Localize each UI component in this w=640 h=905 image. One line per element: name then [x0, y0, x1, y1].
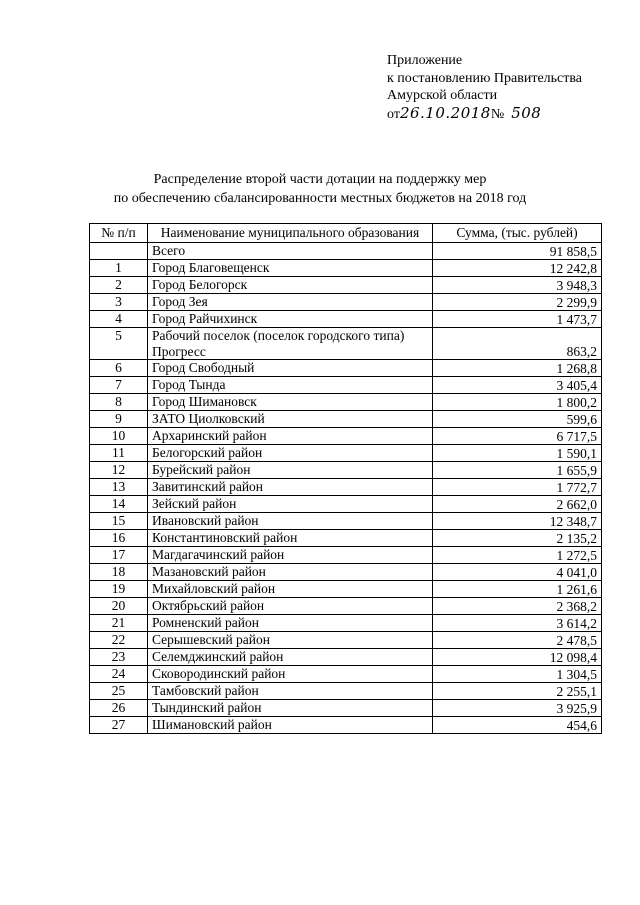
title-line-1: Распределение второй части дотации на поддержку мер: [153, 172, 487, 187]
row-name: Михайловский район: [148, 581, 433, 598]
table-row: [90, 394, 602, 411]
table-row: [90, 547, 602, 564]
row-sum: 1 800,2: [433, 394, 602, 411]
row-name: Рабочий поселок (поселок городского типа) Прогресс: [148, 328, 433, 360]
row-name: Мазановский район: [148, 564, 433, 581]
table-row: [90, 360, 602, 377]
table-row: [90, 717, 602, 734]
table-row: [90, 496, 602, 513]
header-name: Наименование муниципального образования: [148, 224, 433, 243]
row-num: 11: [90, 445, 148, 462]
row-num: 7: [90, 377, 148, 394]
row-name: Тындинский район: [148, 700, 433, 717]
row-sum: 12 348,7: [433, 513, 602, 530]
row-name: Селемджинский район: [148, 649, 433, 666]
row-num: 5: [90, 328, 148, 360]
table-row: [90, 445, 602, 462]
row-name: Тамбовский район: [148, 683, 433, 700]
row-num: 17: [90, 547, 148, 564]
row-name: ЗАТО Циолковский: [148, 411, 433, 428]
row-num: 4: [90, 311, 148, 328]
total-label: Всего: [148, 243, 433, 260]
table-row: [90, 277, 602, 294]
handwritten-date: 26.10.2018: [399, 103, 491, 122]
date-prefix: от: [387, 106, 400, 122]
total-num: [90, 243, 148, 260]
row-sum: 1 272,5: [433, 547, 602, 564]
row-num: 1: [90, 260, 148, 277]
row-sum: 1 590,1: [433, 445, 602, 462]
row-sum: 1 304,5: [433, 666, 602, 683]
table-row: [90, 260, 602, 277]
table-row: [90, 581, 602, 598]
row-name: Город Белогорск: [148, 277, 433, 294]
row-name: Зейский район: [148, 496, 433, 513]
row-sum: 599,6: [433, 411, 602, 428]
row-sum: 1 655,9: [433, 462, 602, 479]
row-name: Бурейский район: [148, 462, 433, 479]
table-row: [90, 377, 602, 394]
number-prefix: №: [490, 106, 505, 122]
row-sum: 1 261,6: [433, 581, 602, 598]
table-row: [90, 462, 602, 479]
table-row: [90, 564, 602, 581]
row-num: 2: [90, 277, 148, 294]
table-row: [90, 666, 602, 683]
row-num: 22: [90, 632, 148, 649]
appendix-label: Приложение: [387, 53, 463, 68]
row-sum: 863,2: [433, 328, 602, 360]
row-sum: 2 662,0: [433, 496, 602, 513]
table-row: [90, 428, 602, 445]
document-title: [0, 170, 640, 208]
row-name: Серышевский район: [148, 632, 433, 649]
row-num: 13: [90, 479, 148, 496]
row-name: Сковородинский район: [148, 666, 433, 683]
row-name: Шимановский район: [148, 717, 433, 734]
row-name: Архаринский район: [148, 428, 433, 445]
row-name: Константиновский район: [148, 530, 433, 547]
table-row: [90, 615, 602, 632]
row-sum: 6 717,5: [433, 428, 602, 445]
row-name: Октябрьский район: [148, 598, 433, 615]
row-num: 15: [90, 513, 148, 530]
total-sum: 91 858,5: [433, 243, 602, 260]
row-sum: 1 772,7: [433, 479, 602, 496]
table-row: [90, 411, 602, 428]
row-sum: 2 135,2: [433, 530, 602, 547]
row-name: Белогорский район: [148, 445, 433, 462]
row-name: Ивановский район: [148, 513, 433, 530]
row-sum: 2 368,2: [433, 598, 602, 615]
row-num: 16: [90, 530, 148, 547]
row-sum: 3 925,9: [433, 700, 602, 717]
row-sum: 1 268,8: [433, 360, 602, 377]
decree-date-line: [387, 105, 582, 124]
row-num: 19: [90, 581, 148, 598]
row-num: 23: [90, 649, 148, 666]
table-row: [90, 632, 602, 649]
row-num: 27: [90, 717, 148, 734]
row-num: 21: [90, 615, 148, 632]
row-sum: 1 473,7: [433, 311, 602, 328]
row-num: 26: [90, 700, 148, 717]
row-sum: 2 255,1: [433, 683, 602, 700]
table-row: [90, 598, 602, 615]
row-sum: 3 948,3: [433, 277, 602, 294]
row-sum: 3 405,4: [433, 377, 602, 394]
row-sum: 4 041,0: [433, 564, 602, 581]
row-sum: 2 478,5: [433, 632, 602, 649]
row-sum: 454,6: [433, 717, 602, 734]
row-num: 20: [90, 598, 148, 615]
row-num: 14: [90, 496, 148, 513]
row-name: Завитинский район: [148, 479, 433, 496]
table-row: [90, 530, 602, 547]
table-row: [90, 479, 602, 496]
header-sum: Сумма, (тыс. рублей): [433, 224, 602, 243]
row-num: 6: [90, 360, 148, 377]
row-sum: 3 614,2: [433, 615, 602, 632]
handwritten-number: 508: [511, 103, 542, 122]
table-row: [90, 328, 602, 360]
row-num: 10: [90, 428, 148, 445]
region-name: Амурской области: [387, 88, 498, 103]
appendix-header: [387, 52, 582, 123]
row-sum: 2 299,9: [433, 294, 602, 311]
row-name: Город Шимановск: [148, 394, 433, 411]
row-sum: 12 242,8: [433, 260, 602, 277]
table-row: [90, 683, 602, 700]
table-row: [90, 700, 602, 717]
row-num: 8: [90, 394, 148, 411]
row-num: 12: [90, 462, 148, 479]
row-name: Город Зея: [148, 294, 433, 311]
row-name: Город Тында: [148, 377, 433, 394]
row-num: 24: [90, 666, 148, 683]
table-row: [90, 294, 602, 311]
row-num: 18: [90, 564, 148, 581]
row-sum: 12 098,4: [433, 649, 602, 666]
row-name: Город Благовещенск: [148, 260, 433, 277]
row-num: 25: [90, 683, 148, 700]
table-row: [90, 649, 602, 666]
row-name: Город Райчихинск: [148, 311, 433, 328]
header-num: № п/п: [90, 224, 148, 243]
table-row: [90, 311, 602, 328]
title-line-2: по обеспечению сбалансированности местных бюджетов на 2018 год: [113, 191, 527, 206]
table-row: [90, 513, 602, 530]
row-num: 9: [90, 411, 148, 428]
subsidy-table: [89, 223, 602, 734]
row-name: Город Свободный: [148, 360, 433, 377]
row-name: Магдагачинский район: [148, 547, 433, 564]
decree-reference: к постановлению Правительства: [387, 70, 583, 86]
total-row: [90, 243, 602, 260]
row-name: Ромненский район: [148, 615, 433, 632]
row-num: 3: [90, 294, 148, 311]
table-header-row: [90, 224, 602, 243]
